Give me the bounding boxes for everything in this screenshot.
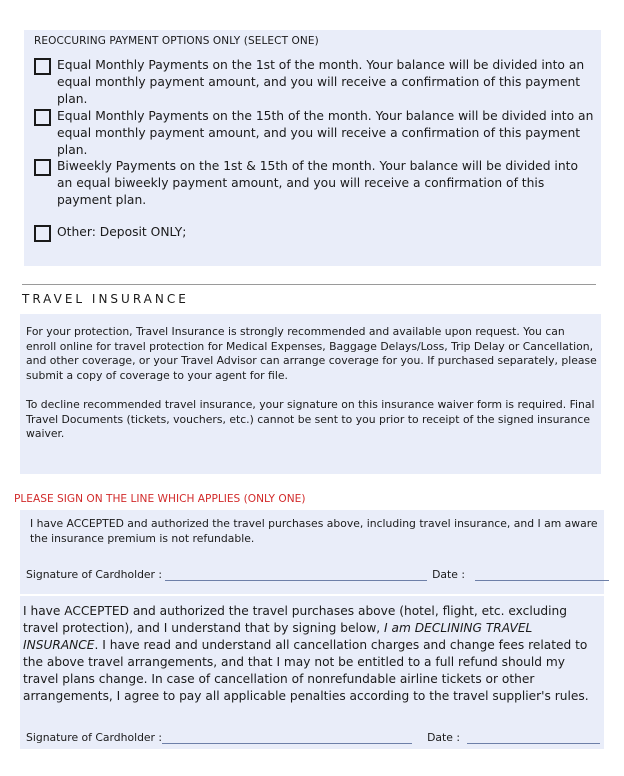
accept-signature-line[interactable]: [165, 568, 427, 581]
payment-option-15th-checkbox[interactable]: [34, 109, 51, 126]
payment-options-heading: REOCCURING PAYMENT OPTIONS ONLY (SELECT ONE): [34, 35, 319, 47]
payment-option-biweekly-label: Biweekly Payments on the 1st & 15th of the month. Your balance will be divided into an equal biweekly payment amount, and you will receive a confirmation of this payment plan.: [57, 159, 578, 207]
decline-insurance-statement: [23, 603, 593, 705]
payment-option-15th[interactable]: [34, 108, 594, 159]
insurance-paragraph-1: For your protection, Travel Insurance is strongly recommended and available upon request. You can enroll online for travel protection for Medical Expenses, Baggage Delays/Loss, Trip Delay or Cancellation, and other coverage, or your Travel Advisor can arrange coverage for you. If purchased separately, please submit a copy of coverage to your agent for file.: [26, 325, 597, 383]
accept-signature-row: [26, 568, 609, 581]
signature-label: Signature of Cardholder :: [26, 731, 163, 744]
decline-text-start: I have ACCEPTED and authorized the travel purchases above (hotel, flight, etc. excluding travel protection), and I understand that by signing below,: [23, 604, 568, 635]
travel-insurance-title: TRAVEL INSURANCE: [22, 292, 189, 306]
decline-text-end: . I have read and understand all cancellation charges and change fees related to the above travel arrangements, and that I may not be entitled to a full refund should my travel plans change. In case of cancellation of nonrefundable airline tickets or other arrangements, I agree to pay all applicable penalties according to the travel supplier's rules.: [23, 638, 589, 703]
payment-option-biweekly[interactable]: [34, 158, 594, 209]
signature-label: Signature of Cardholder :: [26, 568, 163, 581]
decline-signature-row: [26, 731, 600, 744]
payment-option-biweekly-checkbox[interactable]: [34, 159, 51, 176]
accept-date-line[interactable]: [475, 568, 609, 581]
section-divider: [22, 284, 596, 285]
payment-option-1st-checkbox[interactable]: [34, 58, 51, 75]
decline-date-line[interactable]: [467, 731, 600, 744]
payment-option-other-checkbox[interactable]: [34, 225, 51, 242]
payment-option-other-label: Other: Deposit ONLY;: [57, 225, 187, 239]
payment-option-15th-label: Equal Monthly Payments on the 15th of the month. Your balance will be divided into an equal monthly payment amount, and you will receive a confirmation of this payment plan.: [57, 109, 594, 157]
accept-insurance-statement: I have ACCEPTED and authorized the travel purchases above, including travel insurance, and I am aware the insurance premium is not refundable.: [30, 517, 598, 545]
sign-instruction-note: PLEASE SIGN ON THE LINE WHICH APPLIES (ONLY ONE): [14, 493, 306, 505]
date-label: Date :: [427, 731, 460, 744]
payment-option-1st-label: Equal Monthly Payments on the 1st of the month. Your balance will be divided into an equal monthly payment amount, and you will receive a confirmation of this payment plan.: [57, 58, 585, 106]
date-label: Date :: [432, 568, 465, 581]
payment-option-1st[interactable]: [34, 57, 594, 108]
decline-signature-line[interactable]: [162, 731, 412, 744]
decline-emphasis: I am DECLINING TRAVEL INSURANCE: [23, 621, 533, 652]
payment-option-other[interactable]: [34, 224, 594, 242]
insurance-paragraph-2: To decline recommended travel insurance, your signature on this insurance waiver form is required. Final Travel Documents (tickets, vouchers, etc.) cannot be sent to you prior to receipt of the signed insurance waiver.: [26, 398, 595, 441]
